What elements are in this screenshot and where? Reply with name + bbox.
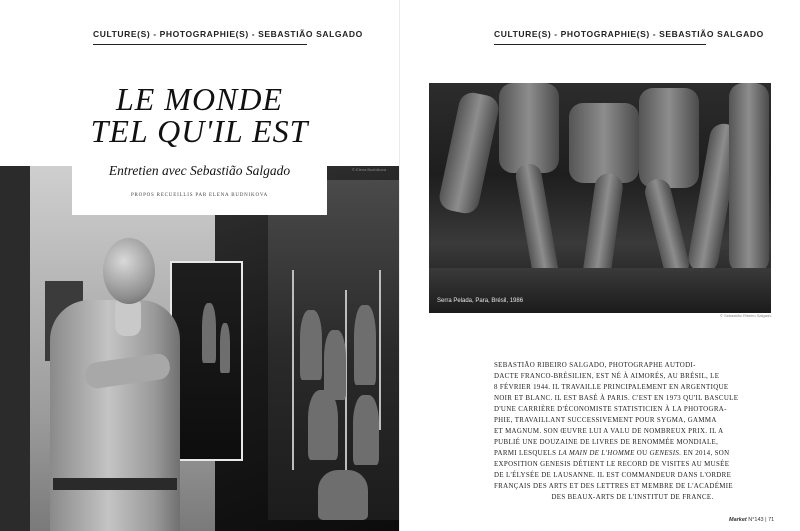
mine-photo (429, 83, 771, 313)
intro-line: FRANÇAIS DES ARTS ET DES LETTRES ET MEMBRE DE L'ACADÉMIE (494, 483, 733, 490)
section-header-text: CULTURE(S) - PHOTOGRAPHIE(S) - SEBASTIÃO SALGADO (494, 29, 764, 39)
book-title: GENESIS (649, 450, 680, 457)
book-title: LA MAIN DE L'HOMME (558, 450, 635, 457)
intro-line: PHIE, TRAVAILLANT SUCCESSIVEMENT POUR SYGMA, GAMMA (494, 417, 717, 424)
intro-line: DACTE FRANCO-BRÉSILIEN, EST NÉ À AIMORÉS, AU BRÉSIL, LE (494, 373, 720, 380)
page-number: 71 (768, 517, 775, 523)
article-subtitle: Entretien avec Sebastião Salgado (108, 163, 291, 178)
issue-number: N°143 (748, 517, 764, 523)
section-header-right (494, 29, 764, 45)
section-header-left (93, 29, 363, 45)
doorway (0, 166, 30, 531)
title-box (72, 65, 327, 215)
intro-line: D'UNE CARRIÈRE D'ÉCONOMISTE STATISTICIEN À LA PHOTOGRA- (494, 406, 727, 413)
page-folio (729, 517, 774, 523)
intro-line: DES BEAUX-ARTS DE L'INSTITUT DE FRANCE. (551, 494, 714, 501)
intro-line: DE L'ÉLYSÉE DE LAUSANNE. IL EST COMMANDEUR DANS L'ORDRE (494, 472, 732, 479)
intro-text: PARMI LESQUELS (494, 450, 559, 457)
photographer-figure (45, 238, 185, 531)
intro-text: OU (634, 450, 650, 457)
title-line-1: LE MONDE (115, 81, 284, 117)
intro-line: ET MAGNUM. SON ŒUVRE LUI A VALU DE NOMBREUX PRIX. IL A (494, 428, 724, 435)
intro-line: PUBLIÉ UNE DOUZAINE DE LIVRES DE RENOMMÉE MONDIALE, (494, 439, 719, 446)
intro-line: EXPOSITION GENESIS DÉTIENT LE RECORD DE VISITES AU MUSÉE (494, 461, 730, 468)
intro-line: NOIR ET BLANC. IL EST BASÉ À PARIS. C'EST EN 1973 QU'IL BASCULE (494, 395, 739, 402)
photo-caption: Serra Pelada, Para, Brésil, 1986 (437, 298, 524, 304)
intro-paragraph (494, 360, 771, 503)
intro-text: . EN 2014, SON (679, 450, 730, 457)
header-rule (494, 44, 706, 45)
magazine-name: Market (729, 517, 747, 523)
intro-line: SEBASTIÃO RIBEIRO SALGADO, PHOTOGRAPHE AUTODI- (494, 362, 696, 369)
portrait-photo (0, 166, 399, 531)
mud-ground (429, 268, 771, 313)
photo-credit-right: © Sebastião Ribeiro Salgado (720, 313, 772, 318)
header-rule (93, 44, 307, 45)
article-title (72, 83, 327, 147)
intro-line: 8 FÉVRIER 1944. IL TRAVAILLE PRINCIPALEMENT EN ARGENTIQUE (494, 384, 729, 391)
title-line-2: TEL QU'IL EST (90, 113, 309, 149)
exhibition-print-large (268, 180, 399, 520)
intro-line (494, 448, 771, 459)
folio-separator: | (765, 517, 767, 523)
right-page (400, 0, 800, 531)
article-byline: PROPOS RECUEILLIS PAR ELENA BUDNIKOVA (130, 193, 269, 198)
section-header-text: CULTURE(S) - PHOTOGRAPHIE(S) - SEBASTIÃO SALGADO (93, 29, 363, 39)
photo-credit-left: © Elena Budnikova (352, 167, 387, 172)
